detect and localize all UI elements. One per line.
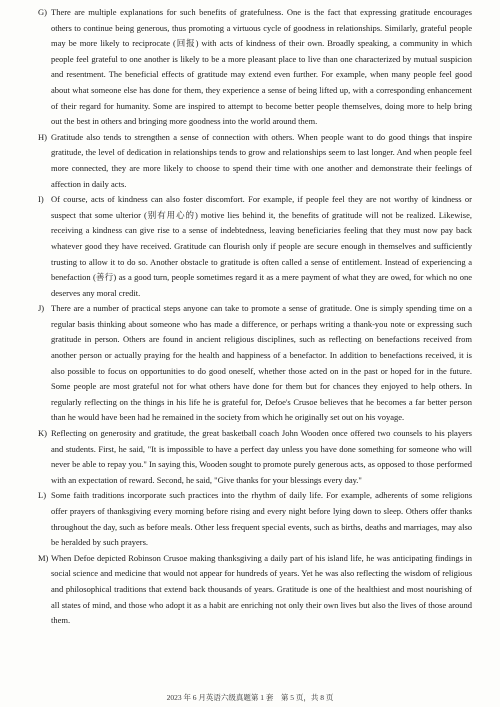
- paragraph-k: [38, 426, 472, 488]
- page-footer: 2023 年 6 月英语六级真题第 1 套 第 5 页，共 8 页: [166, 693, 334, 702]
- paragraph-text: There are a number of practical steps anyone can take to promote a sense of gratitude. One is simply spending time on a regular basis thinking about someone who has made a difference, or perhaps writing a thank-you note or expressing such gratitude in person. Others are found in ancient religious disciplines, such as reflecting on benefactions received from another person or actually praying for the health and happiness of a benefactor. In addition to benefactions received, it is also possible to focus on opportunities to do good oneself, whether those acted on in the past or hoped for in the future. Some people are most grateful not for what others have done for them but for chances they enjoyed to help others. In regularly reflecting on the things in his life he is grateful for, Defoe's Crusoe believes that he becomes a far better person than he would have been had he remained in the society from which he originally set out on his voyage.: [51, 303, 472, 423]
- paragraph-letter: K): [38, 428, 47, 439]
- paragraph-text: Reflecting on generosity and gratitude, the great basketball coach John Wooden once offered two counsels to his players and students. First, he said, "It is impossible to have a perfect day unless you have done something for someone who will never be able to repay you." In saying this, Wooden sought to promote purely generous acts, as opposed to those performed with an expectation of reward. Second, he said, "Give thanks for your blessings every day.": [51, 428, 472, 485]
- paragraph-text: Some faith traditions incorporate such practices into the rhythm of daily life. For example, adherents of some religions offer prayers of thanksgiving every morning before rising and every night before lying down to sleep. Others offer thanks throughout the day, such as before meals. Other less frequent special events, such as births, deaths and marriages, may also be heralded by such prayers.: [51, 490, 472, 548]
- paragraph-text: Gratitude also tends to strengthen a sense of connection with others. When people want to do good things that inspire gratitude, the level of dedication in relationships tends to grow and relationships seem to last longer. And when people feel more connected, they are more likely to choose to spend their time with one another and demonstrate their feelings of affection in daily acts.: [51, 131, 472, 189]
- paragraph-letter: G): [38, 7, 47, 17]
- paragraph-l: [38, 488, 472, 550]
- paragraph-letter: L): [38, 490, 47, 501]
- paragraph-text: Of course, acts of kindness can also foster discomfort. For example, if people feel they are not worthy of kindness or suspect that some ulterior (别有用心的) motive lies behind it, the benefits of gratitude will not be realized. Likewise, receiving a kindness can give rise to a sense of indebtedness, leaving beneficiaries feeling that they must now pay back whatever good they have received. Gratitude can flourish only if people are secure enough in themselves and sufficiently trusting to allow it to do so. Another obstacle to gratitude is often called a sense of entitlement. Instead of experiencing a benefaction (善行) as a good turn, people sometimes regard it as a mere payment of what they are owed, for which no one deserves any moral credit.: [51, 194, 472, 298]
- paragraph-text: There are multiple explanations for such benefits of gratefulness. One is the fact that expressing gratitude encourages others to continue being generous, thus promoting a virtuous cycle of goodness in relationships. Similarly, grateful people may be more likely to reciprocate (回报) with acts of kindness of their own. Broadly speaking, a community in which people feel grateful to one another is likely to be a more pleasant place to live than one characterized by mutual suspicion and resentment. The beneficial effects of gratitude may extend even further. For example, when many people feel good about what someone else has done for them, they experience a sense of being lifted up, with a corresponding enhancement of their regard for humanity. Some are inspired to attempt to become better people themselves, doing more to help bring out the best in others and bringing more goodness into the world around them.: [51, 7, 472, 127]
- paragraph-g: [38, 5, 472, 130]
- paragraph-m: [38, 551, 472, 629]
- paragraph-i: [38, 192, 472, 301]
- paragraph-letter: H): [38, 131, 47, 142]
- paragraph-j: [38, 301, 472, 426]
- paragraph-letter: I): [38, 194, 44, 205]
- paragraph-h: [38, 130, 472, 192]
- paragraph-text: When Defoe depicted Robinson Crusoe making thanksgiving a daily part of his island life, he was anticipating findings in social science and medicine that would not appear for hundreds of years. Yet he was also reflecting the wisdom of religious and philosophical traditions that extend back thousands of years. Gratitude is one of the healthiest and most nourishing of all states of mind, and those who adopt it as a habit are enriching not only their own lives but also the lives of those around them.: [51, 552, 472, 626]
- paragraph-letter: M): [38, 552, 49, 563]
- paragraph-letter: J): [38, 303, 45, 314]
